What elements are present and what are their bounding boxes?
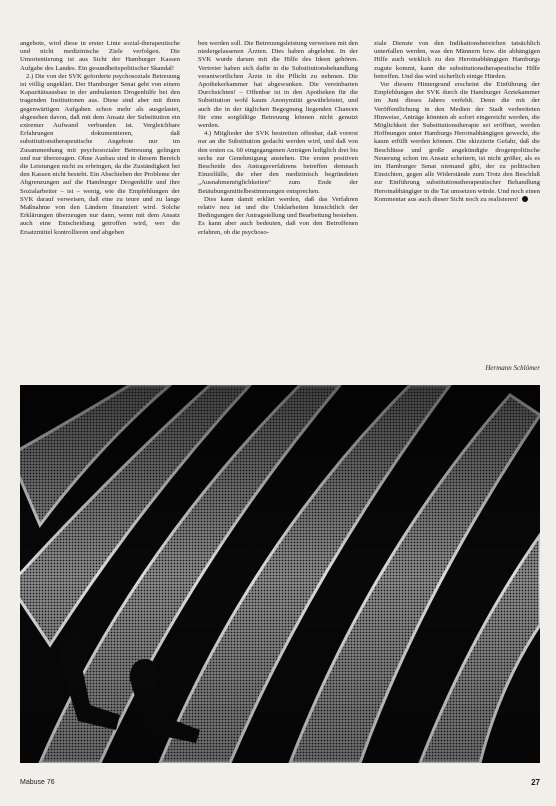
page-number: 27 bbox=[531, 778, 540, 787]
magazine-name: Mabuse 76 bbox=[20, 779, 55, 786]
text-column-1 bbox=[20, 40, 180, 378]
column-1-paragraph: angebote, wird diese in erster Linie sozial-therapeutische und nicht medizinische Ziele verfolgen. Die Umorientierung ist aus Sicht der Hamburger Kassen Aufgabe des Landes. Ein gesundheitspolitischer Skandal! bbox=[20, 40, 180, 72]
text-column-3 bbox=[374, 40, 540, 360]
text-column-2 bbox=[198, 40, 358, 378]
end-of-article-mark bbox=[522, 196, 528, 202]
column-2-paragraph: Dies kann damit erklärt werden, daß das Verfahren relativ neu ist und die Unklarheiten hinsichtlich der Bedingungen der Antragstellung und Bearbeitung bestehen. Es kann aber auch bedeuten, daß von den Betroffenen erfahren, ob die psychoso- bbox=[198, 195, 358, 236]
column-3-paragraph bbox=[374, 81, 540, 204]
article-author: Hermann Schlömer bbox=[485, 364, 540, 372]
column-1-paragraph: 2.) Die von der SVK geforderte psychosoziale Betreuung ist völlig ungeklärt. Der Hamburger Senat geht von einem Kapazitätsausbau in der ambulanten Drogenhilfe bei den tragenden Institutionen aus. Diese sind aber mit ihren gegenwärtigen Aufgaben schon mehr als ausgelastet, abgesehen davon, daß mit dem Ansatz der Substitution ein extremer Aufwand verbunden ist. Vergleichbare Erfahrungen dokumentieren, daß substitutionstherapeutische Angebote nur im Zusammenhang mit psychosozialer Betreuung gelingen und nur überzeugen. Ohne Ausbau sind in diesem Bereich die Leistungen nicht zu erbringen, da die Zuständigkeit bei den Kassen nicht besteht. Ein Abschieben der Probleme der Abgrenzungen auf die Hamburger Drogenhilfe und ihre Sozialarbeiter – ist – wenig, wie die Empfehlungen der SVK darauf verweisen, daß eine zu teure und zu lange Maßnahme von den Ländern finanziert wird. Solche Erklärungen überzeugen nur dann, wenn mit dem Ansatz auch eine Entscheidung getroffen wird, wer die Ersatzmittel kontrollieren und abgeben bbox=[20, 72, 180, 236]
column-3-paragraph: ziale Dienste von den Indikationsbereichen tatsächlich unterfallen werden, was den Männern bzw. die abhängigen Hilfe auch wirklich zu den Heroinabhängigen Hamburgs zugute kommt, kann die substitutionstherapeutische Hilfe betreffen. Und das wird sicherlich einige Hürden. bbox=[374, 40, 540, 80]
article-photo bbox=[20, 385, 540, 763]
column-2-paragraph: ben werden soll. Die Betreuungsleistung verweisen mit den niedergelassenen Ärzten. Dies haben abgelehnt. In der SVK wurde darum mit die Hilfe des Ideen gehören. Vertreter haben sich dafür in die Substitutionsbehandlung verantwortlichen Ärzte in die Pflicht zu nehmen. Die Apothekerkammer hat abgewunken. Die vereinbarten Durchsichten! – Offenbar ist in den Apotheken für die Substitution wohl kaum Anonymität gewährleistet, und auch die in der täglichen Begegnung liegenden Chancen für eine sorgfältige Betreuung können nicht genutzt werden. bbox=[198, 40, 358, 130]
column-3-paragraph-text: Vor diesem Hintergrund erscheint die Einführung der Empfehlungen der SVK durch die Hamburger Ärztekammer im Juni dieses Jahres verfehlt. Denn die mit der Veröffentlichung in den Medien der Stadt verbreiteten Hinweise, Anträge könnten ab sofort eingereicht werden, die Möglichkeit der Substitutionstherapie sei eröffnet, werden Hoffnungen unter Hamburgs Heroinabhängigen geweckt, die kaum erfüllt werden können. Die skizzierte Gefahr, daß die Beschlüsse und große angekündigte drogenpolitische Neuerung schon im Ansatz scheitern, ist nicht größer, als es im Hamburger Senat niemand gibt, der zu politischen Einsichten, gegen alle Widerstände zum Trotz den Beschluß zur Einführung substitutionstherapeutischer Behandlung Heroinabhängiger in die Tat umsetzen würde. Und noch einen Kommentar aus auch dieser Sicht noch zu realisieren! bbox=[374, 81, 540, 203]
column-2-paragraph: 4.) Mitglieder der SVK bestreiten offenbar, daß vorerst nur an die Substitution gedacht werden wird, und daß von den ersten ca. 60 eingegangenen Anträgen lediglich drei bis sechs zur Genehmigung anstehen. Die ersten positiven Bescheide des Antragsverfahrens betreffen demnach Einzelfälle, die eher den medizinisch begründeten „Ausnahmemöglichkeiten“ zum Ende der Betäubungsmittelbestimmungen entsprechen. bbox=[198, 130, 358, 195]
stadium-steps-photo bbox=[20, 385, 540, 763]
